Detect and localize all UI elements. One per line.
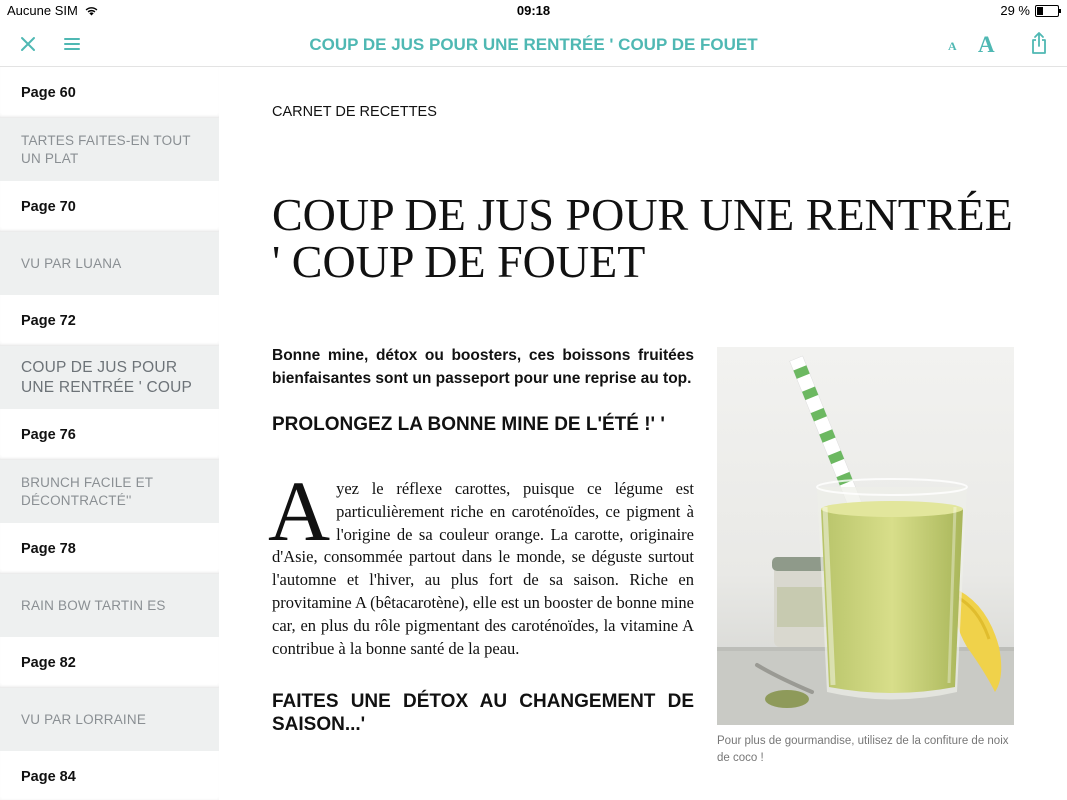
sidebar-page-item[interactable]: [0, 751, 219, 800]
status-right: [1000, 3, 1059, 18]
share-icon: [1030, 31, 1048, 55]
sidebar-article-item[interactable]: [0, 574, 219, 637]
image-caption: Pour plus de gourmandise, utilisez de la confiture de noix de coco !: [717, 735, 1009, 764]
sidebar-page-item[interactable]: [0, 523, 219, 574]
section-label: CARNET DE RECETTES: [272, 104, 437, 120]
article-headline: COUP DE JUS POUR UNE RENTRÉE ' COUP DE FOUET: [272, 189, 1013, 287]
sidebar-article-item[interactable]: [0, 460, 219, 523]
sidebar-article-item[interactable]: [0, 346, 219, 409]
sidebar-item-label: Page 84: [21, 768, 76, 785]
clock: 09:18: [516, 3, 551, 18]
sidebar-page-item[interactable]: [0, 409, 219, 460]
article-subhead-2: FAITES UNE DÉTOX AU CHANGEMENT DE SAISON...': [272, 691, 694, 736]
article-lead: Bonne mine, détox ou boosters, ces boissons fruitées bienfaisantes sont un passeport pour une reprise au top.: [272, 347, 694, 387]
sidebar-item-label: RAIN BOW TARTIN ES: [21, 597, 166, 613]
sidebar-item-label: BRUNCH FACILE ET DÉCONTRACTÉ'': [21, 474, 153, 508]
sidebar-item-label: Page 72: [21, 312, 76, 329]
sidebar-item-label: Page 78: [21, 540, 76, 557]
article-subhead-1: PROLONGEZ LA BONNE MINE DE L'ÉTÉ !' ': [272, 414, 665, 435]
carrier-label: Aucune SIM: [7, 3, 78, 18]
sidebar-item-label: Page 70: [21, 198, 76, 215]
article-paragraph: yez le réflexe carottes, puisque ce légume est particulièrement riche en caroténoïdes, ce pigment à l'origine de sa couleur orange. La carotte, originaire d'Asie, consommée partout dans le monde, se déguste surtout l'automne et l'hiver, au plus fort de sa saison. Riche en provitamine A (bêtacarotène), elle est un booster de bonne mine car, en plus du rôle pigmentant des caroténoïdes, la vitamine A contribue à la bonne santé de la peau.: [272, 479, 694, 658]
article-content: [268, 67, 1014, 800]
share-button[interactable]: [1028, 30, 1050, 56]
sidebar-item-label: VU PAR LORRAINE: [21, 711, 147, 727]
article-text-column: [268, 344, 694, 736]
battery-icon: [1035, 5, 1059, 17]
smoothie-illustration: [717, 347, 1014, 725]
top-navbar: [0, 22, 1067, 67]
decrease-font-button[interactable]: A: [948, 39, 957, 53]
sidebar-article-item[interactable]: [0, 232, 219, 295]
toc-sidebar: [0, 67, 219, 800]
sidebar-page-item[interactable]: [0, 181, 219, 232]
sidebar-item-label: VU PAR LUANA: [21, 255, 122, 271]
battery-percent: 29 %: [1000, 3, 1030, 18]
sidebar-item-label: Page 82: [21, 654, 76, 671]
increase-font-button[interactable]: A: [978, 32, 995, 57]
sidebar-page-item[interactable]: [0, 637, 219, 688]
status-bar: [0, 0, 1067, 22]
sidebar-page-item[interactable]: [0, 295, 219, 346]
sidebar-item-label: Page 60: [21, 84, 76, 101]
sidebar-item-label: COUP DE JUS POUR UNE RENTRÉE ' COUP: [21, 358, 193, 396]
sidebar-item-label: Page 76: [21, 426, 76, 443]
drop-cap: A: [268, 463, 331, 559]
article-body-1: [268, 463, 694, 660]
battery-fill: [1037, 7, 1043, 15]
sidebar-article-item[interactable]: [0, 118, 219, 181]
sidebar-page-item[interactable]: [0, 67, 219, 118]
sidebar-article-item[interactable]: [0, 688, 219, 751]
sidebar-item-label: TARTES FAITES-EN TOUT UN PLAT: [21, 132, 191, 166]
navbar-title: COUP DE JUS POUR UNE RENTRÉE ' COUP DE FOUET: [309, 35, 758, 54]
article-image: [717, 347, 1014, 725]
